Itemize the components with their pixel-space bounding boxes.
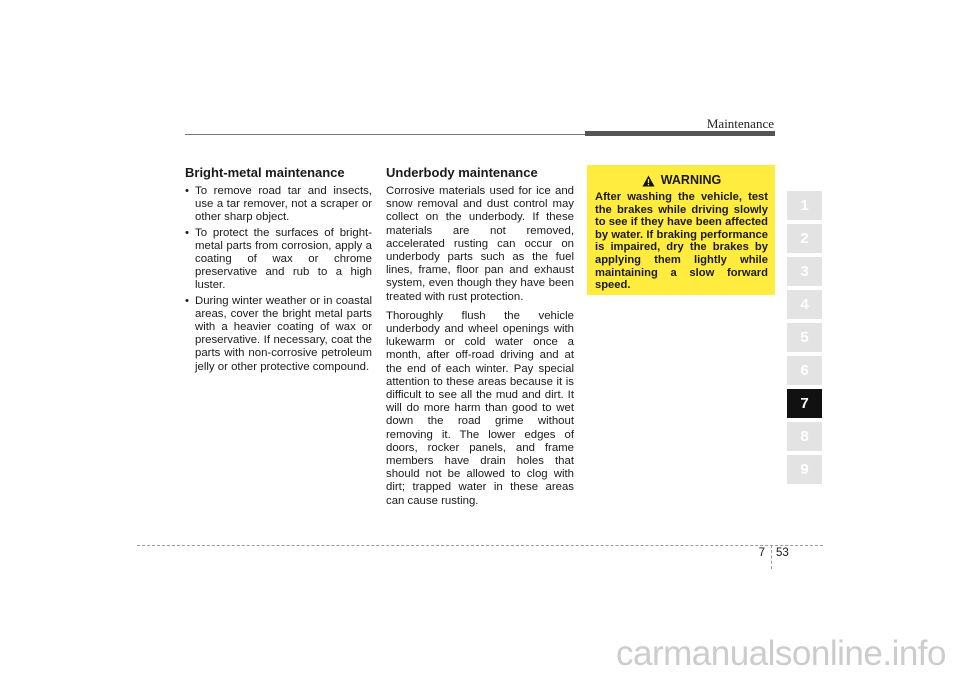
footer-page-number: 53	[776, 547, 789, 559]
chapter-tab-4[interactable]: 4	[787, 290, 822, 319]
warning-title: WARNING	[660, 173, 722, 187]
bright-metal-column	[185, 165, 372, 376]
list-item-text: To remove road tar and insects, use a tar remover, not a scraper or other sharp object.	[195, 185, 372, 224]
list-item	[185, 185, 372, 225]
underbody-column	[386, 165, 574, 514]
chapter-tabs	[787, 191, 822, 488]
chapter-tab-9[interactable]: 9	[787, 455, 822, 484]
header-title: Maintenance	[706, 116, 774, 131]
footer-separator	[771, 545, 772, 569]
list-item	[185, 227, 372, 293]
bullet-icon: •	[185, 226, 189, 239]
warning-box	[587, 165, 775, 295]
warning-text: After washing the vehicle, test the brakes while driving slowly to see if they have been affected by water. If braking performance is impaired, dry the brakes by applying them lightly while maintaining a slow forward speed.	[595, 191, 768, 292]
watermark: carmanualsonline.info	[616, 634, 946, 673]
bullet-icon: •	[185, 185, 189, 197]
underbody-heading: Underbody maintenance	[386, 165, 538, 180]
chapter-tab-7[interactable]: 7	[787, 389, 822, 418]
bullet-icon: •	[185, 294, 189, 307]
header-rule	[185, 134, 585, 135]
chapter-tab-6[interactable]: 6	[787, 356, 822, 385]
bright-metal-heading: Bright-metal maintenance	[185, 165, 345, 180]
warning-header	[595, 173, 768, 187]
chapter-tab-2[interactable]: 2	[787, 224, 822, 253]
header-bar	[585, 131, 775, 136]
underbody-paragraph: Thoroughly flush the vehicle underbody and wheel openings with lukewarm or cold water once a month, after off-road driving and at the end of each winter. Pay special attention to these areas because it is difficult to see all the mud and dirt. It will do more harm than good to wet down the road grime without removing it. The lower edges of doors, rocker panels, and frame members have drain holes that should not be allowed to clog with dirt; trapped water in these areas can cause rusting.	[386, 309, 574, 507]
chapter-tab-3[interactable]: 3	[787, 257, 822, 286]
list-item-text: During winter weather or in coastal areas, cover the bright metal parts with a heavier coating of wax or preservative. If necessary, coat the parts with non-corrosive petroleum jelly or other protective compound.	[195, 294, 372, 373]
chapter-tab-1[interactable]: 1	[787, 191, 822, 220]
footer-chapter-number: 7	[758, 547, 765, 559]
chapter-tab-8[interactable]: 8	[787, 422, 822, 451]
list-item-text: To protect the surfaces of bright-metal parts from corrosion, apply a coating of wax or chrome preservative and rub to a high luster.	[195, 226, 372, 292]
chapter-tab-5[interactable]: 5	[787, 323, 822, 352]
bright-metal-list	[185, 185, 372, 374]
warning-triangle-icon	[642, 174, 655, 186]
underbody-paragraph: Corrosive materials used for ice and snow removal and dust control may collect on the underbody. If these materials are not removed, accelerated rusting can occur on underbody parts such as the fuel lines, frame, floor pan and exhaust system, even though they have been treated with rust protection.	[386, 185, 574, 303]
list-item	[185, 295, 372, 374]
footer-rule	[137, 545, 823, 546]
